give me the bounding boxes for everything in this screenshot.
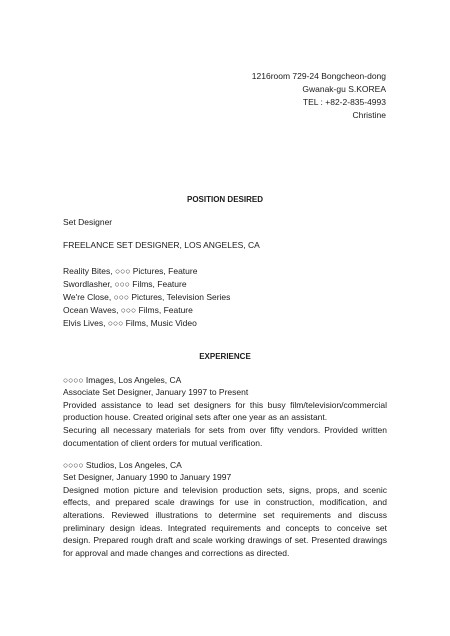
description-line: effects, and prepared scale drawings for use in construction, modification, and <box>63 497 387 508</box>
job-description-paragraph <box>63 484 387 560</box>
description-line: Securing all necessary materials for sets from over fifty vendors. Provided written <box>63 425 387 436</box>
job-description-paragraph <box>63 424 387 449</box>
address-line: 1216room 729-24 Bongcheon-dong <box>251 71 386 81</box>
credit-item: Elvis Lives, ○○○ Films, Music Video <box>63 317 197 328</box>
phone-line: TEL : +82-2-835-4993 <box>302 97 386 107</box>
position-desired-heading: POSITION DESIRED <box>186 194 263 204</box>
description-line: design. Prepared rough draft and scale working drawings of set. Presented drawings <box>63 535 387 546</box>
description-line: documentation of client orders for mutual verification. <box>63 437 263 448</box>
objective-title: Set Designer <box>63 216 113 227</box>
experience-entry <box>63 459 387 560</box>
credit-item: We're Close, ○○○ Pictures, Television Series <box>63 291 231 302</box>
address-line: Gwanak-gu S.KOREA <box>302 84 386 94</box>
credit-item: Reality Bites, ○○○ Pictures, Feature <box>63 265 198 276</box>
applicant-name: Christine <box>352 110 386 120</box>
description-line: Provided assistance to lead set designers for this busy film/television/commercial <box>63 399 387 410</box>
credits-list <box>63 265 387 330</box>
description-line: alterations. Reviewed illustrations to determine set requirements and discuss <box>63 510 387 521</box>
credit-item: Ocean Waves, ○○○ Films, Feature <box>63 304 193 315</box>
employer-line: ○○○○ Studios, Los Angeles, CA <box>63 459 182 470</box>
contact-block <box>252 70 386 122</box>
role-line: Associate Set Designer, January 1997 to Present <box>63 387 249 398</box>
employer-line: ○○○○ Images, Los Angeles, CA <box>63 374 182 385</box>
credit-item: Swordlasher, ○○○ Films, Feature <box>63 278 187 289</box>
experience-heading: EXPERIENCE <box>199 351 251 361</box>
description-line: production house. Created original sets after one year as an assistant. <box>63 412 328 423</box>
job-description-paragraph <box>63 399 387 424</box>
role-line: Set Designer, January 1990 to January 1997 <box>63 472 232 483</box>
position-summary: FREELANCE SET DESIGNER, LOS ANGELES, CA <box>63 239 260 250</box>
description-line: for approval and made changes and corrections as directed. <box>63 547 290 558</box>
description-line: preliminary design ideas. Integrated requirements and concepts to conceive set <box>63 522 387 533</box>
description-line: Designed motion picture and television production sets, signs, props, and scenic <box>63 484 387 495</box>
experience-entry <box>63 374 387 450</box>
